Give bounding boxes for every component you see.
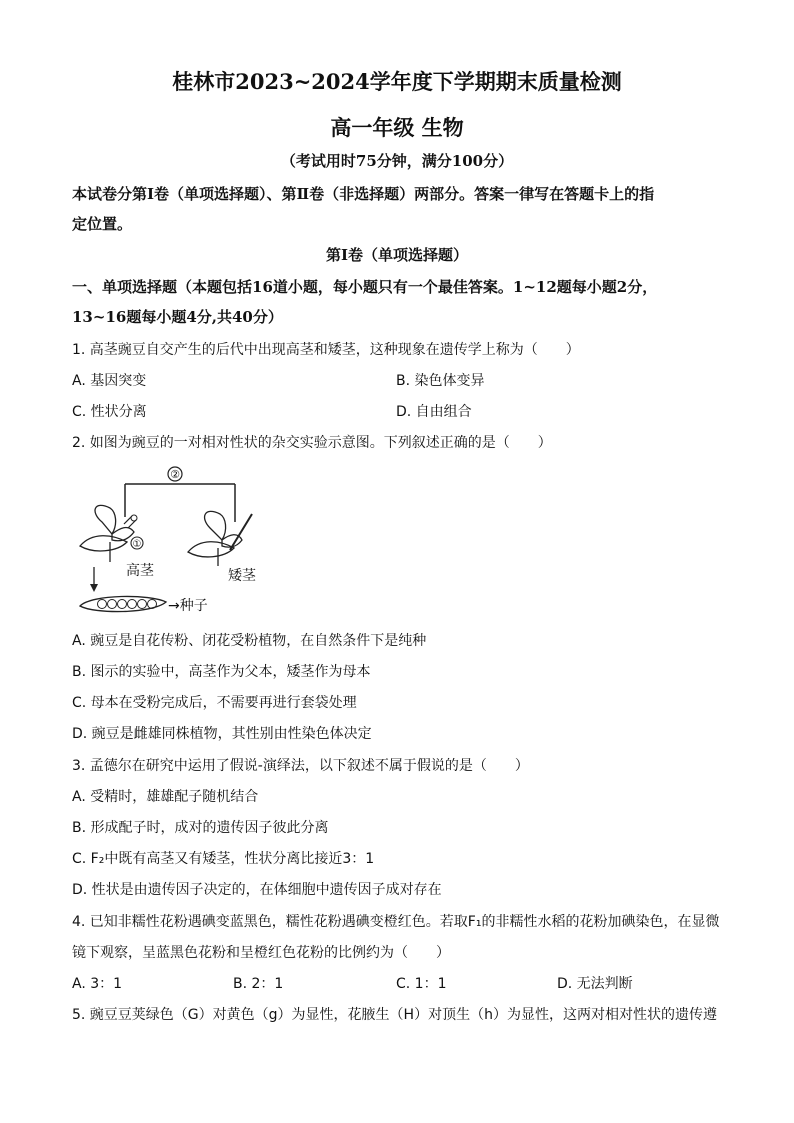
q1-option-a: A. 基因突变 <box>72 373 147 389</box>
q1-option-b: B. 染色体变异 <box>396 373 485 389</box>
q4-stem-line2: 镜下观察，呈蓝黑色花粉和呈橙红色花粉的比例约为（ ） <box>72 945 450 961</box>
q3-option-c: C. F₂中既有高茎又有矮茎，性状分离比接近3：1 <box>72 851 375 867</box>
q2-option-b: B. 图示的实验中，高茎作为父本，矮茎作为母本 <box>72 664 371 680</box>
label-seed: →种子 <box>168 598 208 614</box>
pea-cross-figure <box>72 462 272 622</box>
instructions-line1: 本试卷分第Ⅰ卷（单项选择题）、第Ⅱ卷（非选择题）两部分。答案一律写在答题卡上的指 <box>72 185 655 203</box>
q2-option-d: D. 豌豆是雌雄同株植物，其性别由性染色体决定 <box>72 726 372 742</box>
q2-option-a: A. 豌豆是自花传粉、闭花受粉植物，在自然条件下是纯种 <box>72 633 427 649</box>
instructions-line2: 定位置。 <box>72 215 133 233</box>
flower-right-icon <box>188 511 252 566</box>
q4-option-d: D. 无法判断 <box>557 976 633 992</box>
q4-option-b: B. 2：1 <box>233 976 284 992</box>
section-desc-line1: 一、单项选择题（本题包括16道小题，每小题只有一个最佳答案。1~12题每小题2分， <box>72 278 658 296</box>
exam-subtitle: 高一年级 生物 <box>330 115 464 140</box>
q1-option-c: C. 性状分离 <box>72 404 147 420</box>
q3-option-b: B. 形成配子时，成对的遗传因子彼此分离 <box>72 820 329 836</box>
q4-option-a: A. 3：1 <box>72 976 123 992</box>
label-1: ① <box>132 539 142 550</box>
exam-title: 桂林市2023~2024学年度下学期期末质量检测 <box>172 69 622 94</box>
q1-stem: 1. 高茎豌豆自交产生的后代中出现高茎和矮茎，这种现象在遗传学上称为（ ） <box>72 342 580 358</box>
label-tall: 高茎 <box>126 563 154 579</box>
label-2: ② <box>170 468 180 481</box>
section-desc-line2: 13~16题每小题4分,共40分） <box>72 308 283 326</box>
pea-pod-icon <box>80 596 166 611</box>
label-short: 矮茎 <box>228 568 256 584</box>
section-heading: 第Ⅰ卷（单项选择题） <box>325 246 469 264</box>
q4-option-c: C. 1：1 <box>396 976 447 992</box>
q2-stem: 2. 如图为豌豆的一对相对性状的杂交实验示意图。下列叙述正确的是（ ） <box>72 435 552 451</box>
q3-option-d: D. 性状是由遗传因子决定的，在体细胞中遗传因子成对存在 <box>72 882 442 898</box>
q3-option-a: A. 受精时，雄雄配子随机结合 <box>72 789 259 805</box>
exam-info: （考试用时75分钟，满分100分） <box>280 152 514 170</box>
q5-stem: 5. 豌豆豆荚绿色（G）对黄色（g）为显性，花腋生（H）对顶生（h）为显性，这两对相对性状的遗传遵 <box>72 1007 717 1023</box>
q2-option-c: C. 母本在受粉完成后，不需要再进行套袋处理 <box>72 695 357 711</box>
flower-left-icon <box>80 505 137 562</box>
q3-stem: 3. 孟德尔在研究中运用了假说-演绎法，以下叙述不属于假说的是（ ） <box>72 758 529 774</box>
q1-option-d: D. 自由组合 <box>396 404 472 420</box>
q4-stem-line1: 4. 已知非糯性花粉遇碘变蓝黑色，糯性花粉遇碘变橙红色。若取F₁的非糯性水稻的花粉加碘染色，在显微 <box>72 914 720 930</box>
